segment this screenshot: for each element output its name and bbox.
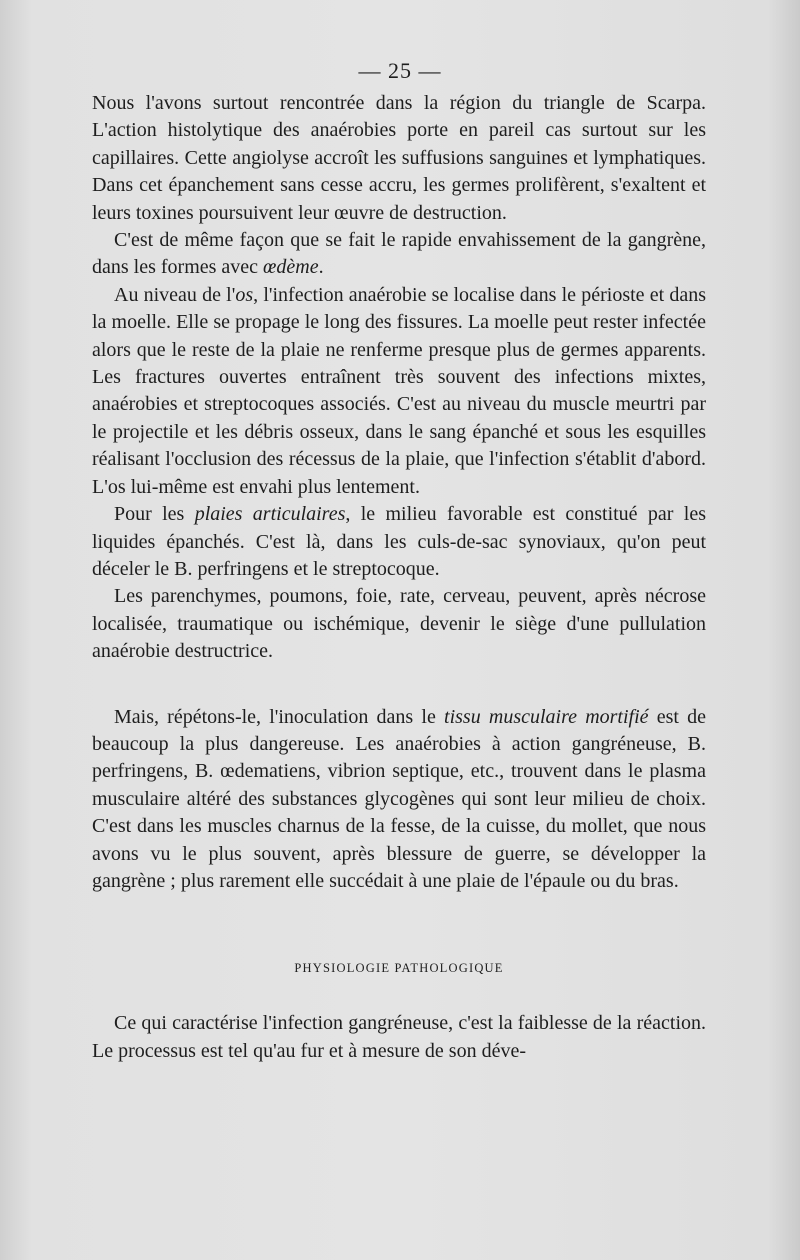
paragraph-os: Au niveau de l'os, l'infection anaérobie se localise dans le périoste et dans la moelle. Elle se propage le long des fissures. La moelle peut rester infectée alors que le reste de la plaie ne renferme presque plus de germes apparents. Les fractures ouvertes entraînent très souvent des infections mixtes, anaérobies et streptocoques associés. C'est au niveau du muscle meurtri par le projectile et les débris osseux, dans le sang épanché et sous les esquilles réalisant l'occlusion des récessus de la plaie, que l'infection s'établit d'abord. L'os lui-même est envahi plus lentement. — [92, 283, 706, 498]
paragraph-physiologie: Ce qui caractérise l'infection gangréneuse, c'est la faiblesse de la réaction. Le processus est tel qu'au fur et à mesure de son déve- — [92, 1012, 706, 1062]
page-body — [92, 90, 706, 1065]
emphasis-plaies-articulaires: plaies articulaires — [194, 503, 346, 526]
paragraph-plaies-articulaires: Pour les plaies articulaires, le milieu favorable est constitué par les liquides épanchés. C'est là, dans les culs-de-sac synoviaux, qu'on peut déceler le B. perfringens et le streptocoque. — [92, 503, 706, 580]
section-heading: PHYSIOLOGIE PATHOLOGIQUE — [294, 961, 504, 976]
page-number: — 25 — — [358, 58, 442, 83]
paragraph-parenchymes: Les parenchymes, poumons, foie, rate, cerveau, peuvent, après nécrose localisée, traumatique ou ischémique, devenir le siège d'une pullulation anaérobie destructrice. — [92, 585, 706, 663]
paragraph-gangrene-oedeme: C'est de même façon que se fait le rapide envahissement de la gangrène, dans les formes avec œdème. — [92, 229, 706, 279]
emphasis-os: os — [235, 283, 254, 306]
emphasis-oedeme: œdème — [263, 256, 319, 279]
paragraph-scarpa: Nous l'avons surtout rencontrée dans la région du triangle de Scarpa. L'action histolytique des anaérobies porte en pareil cas surtout sur les capillaires. Cette angiolyse accroît les suffusions sanguines et lymphatiques. Dans cet épanchement sans cesse accru, les germes prolifèrent, s'exaltent et leurs toxines poursuivent leur œuvre de destruction. — [92, 92, 706, 224]
emphasis-tissu-musculaire: tissu musculaire mortifié — [444, 705, 649, 728]
paragraph-tissu-musculaire: Mais, répétons-le, l'inoculation dans le tissu musculaire mortifié est de beaucoup la plus dangereuse. Les anaérobies à action gangréneuse, B. perfringens, B. œdematiens, vibrion septique, etc., trouvent dans le plasma musculaire altéré des substances glycogènes qui sont leur milieu de choix. C'est dans les muscles charnus de la fesse, de la cuisse, du mollet, que nous avons vu le plus souvent, après blessure de guerre, se développer la gangrène ; plus rarement elle succédait à une plaie de l'épaule ou du bras. — [92, 705, 706, 892]
